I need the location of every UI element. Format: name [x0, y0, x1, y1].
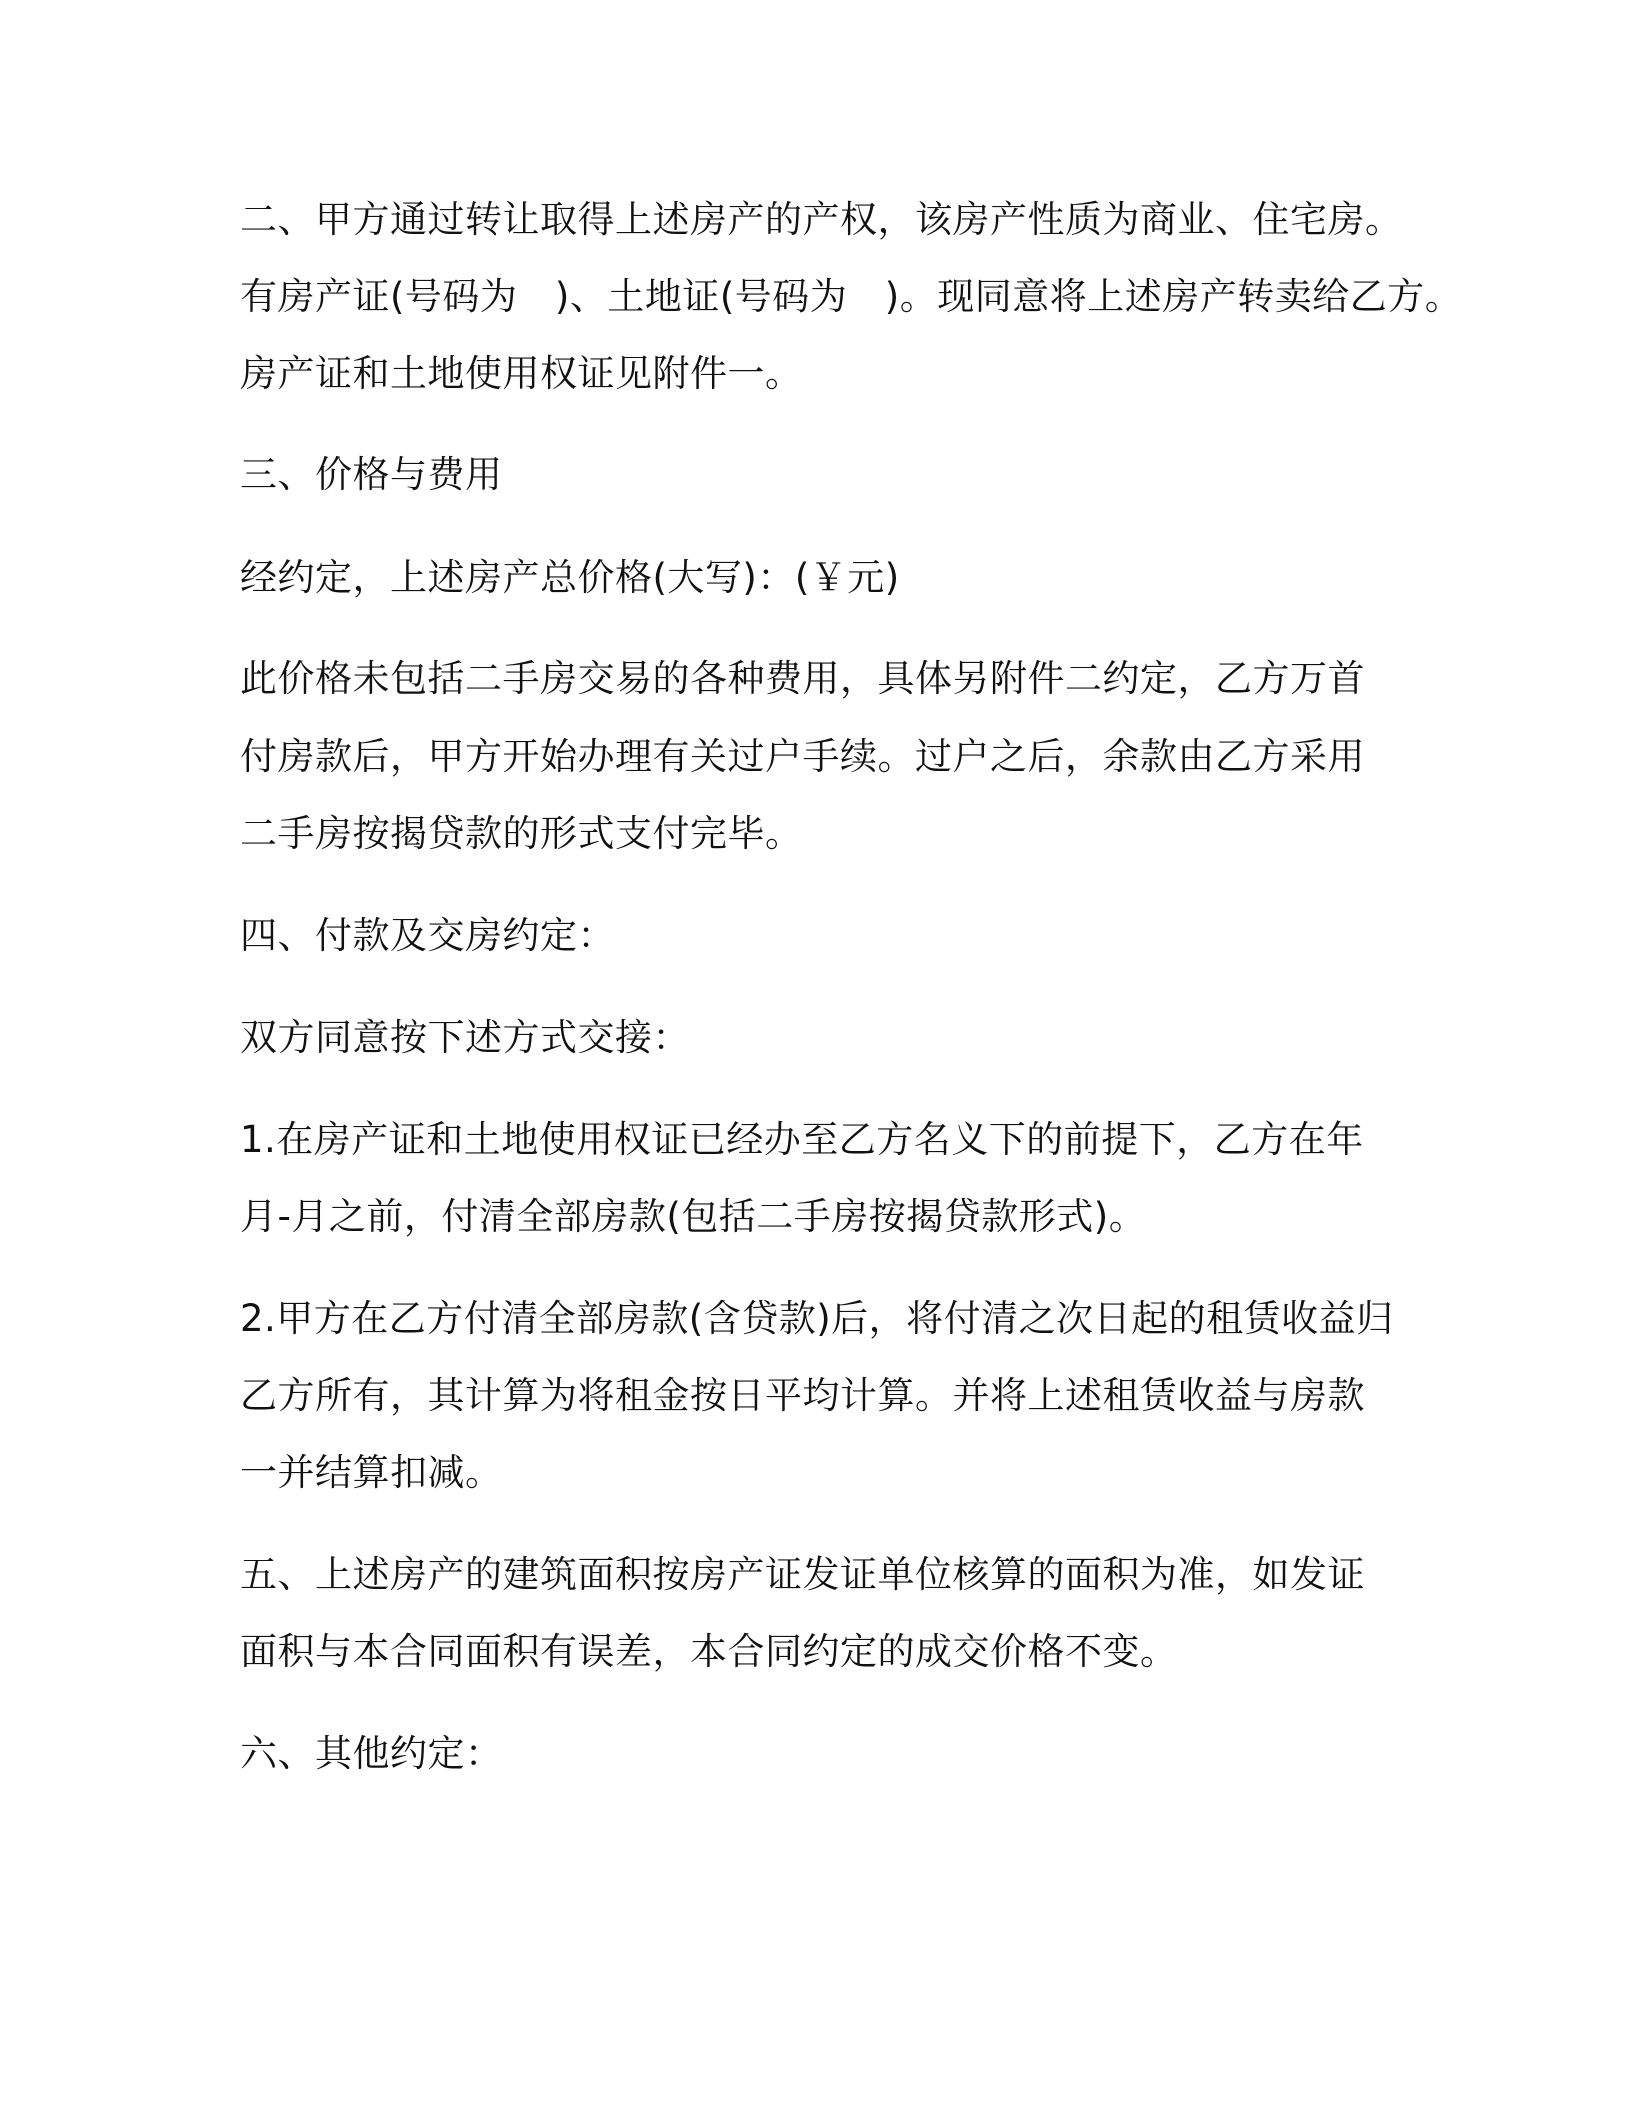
item-2-line-2: 乙方所有，其计算为将租金按日平均计算。并将上述租赁收益与房款: [240, 1374, 1365, 1417]
item-1-line-1: 1.在房产证和土地使用权证已经办至乙方名义下的前提下，乙方在年: [240, 1118, 1364, 1161]
section-heading-payment: 四、付款及交房约定：: [240, 914, 615, 957]
handover-intro: 双方同意按下述方式交接：: [240, 1016, 690, 1059]
price-note-line-2: 付房款后，甲方开始办理有关过户手续。过户之后，余款由乙方采用: [240, 735, 1365, 778]
price-note-line-3: 二手房按揭贷款的形式支付完毕。: [240, 812, 803, 855]
clause-2-line-1: 二、甲方通过转让取得上述房产的产权，该房产性质为商业、住宅房。: [240, 198, 1403, 241]
section-heading-other: 六、其他约定：: [240, 1732, 503, 1775]
item-2-line-1: 2.甲方在乙方付清全部房款(含贷款)后，将付清之次日起的租赁收益归: [240, 1297, 1394, 1340]
clause-5-line-1: 五、上述房产的建筑面积按房产证发证单位核算的面积为准，如发证: [240, 1553, 1365, 1596]
price-note-line-1: 此价格未包括二手房交易的各种费用，具体另附件二约定，乙方万首: [240, 657, 1365, 700]
clause-2-line-3: 房产证和土地使用权证见附件一。: [240, 352, 803, 395]
price-statement: 经约定，上述房产总价格(大写)：(￥元): [240, 556, 900, 599]
item-2-line-3: 一并结算扣减。: [240, 1451, 503, 1494]
section-heading-price: 三、价格与费用: [240, 453, 503, 496]
clause-2-line-2: 有房产证(号码为 )、土地证(号码为 )。现同意将上述房产转卖给乙方。: [240, 275, 1463, 318]
clause-5-line-2: 面积与本合同面积有误差，本合同约定的成交价格不变。: [240, 1630, 1178, 1673]
item-1-line-2: 月-月之前，付清全部房款(包括二手房按揭贷款形式)。: [240, 1195, 1147, 1238]
